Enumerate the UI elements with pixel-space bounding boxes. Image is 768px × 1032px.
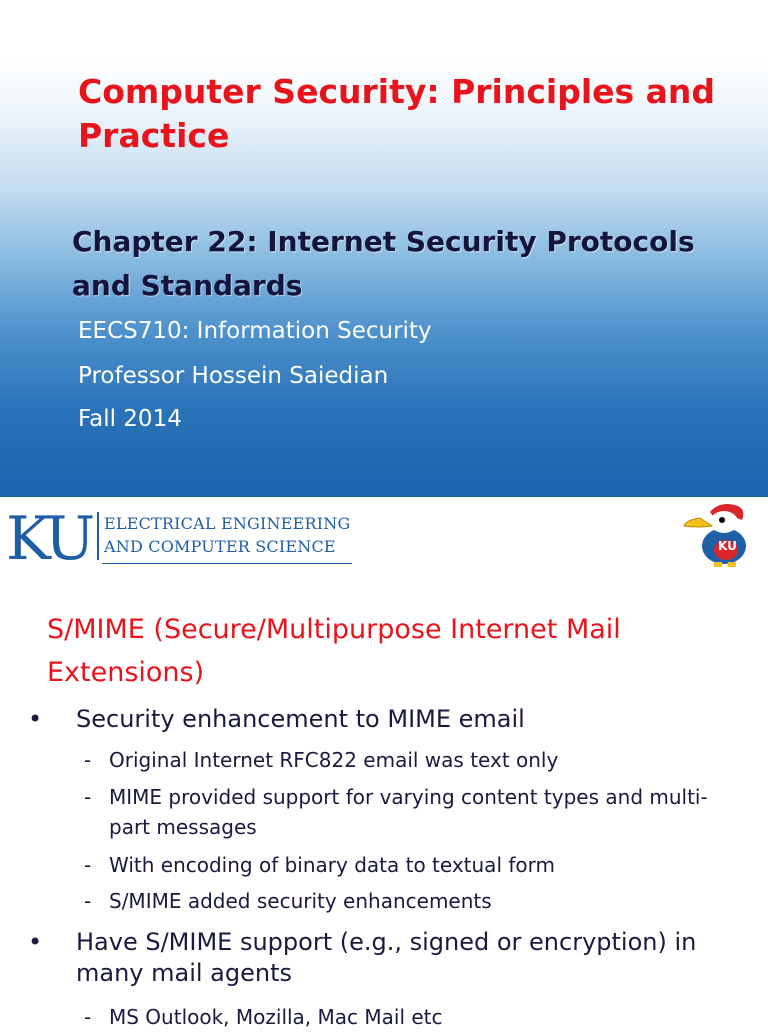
- mascot-eye: [719, 517, 725, 523]
- sub-text: S/MIME added security enhancements: [109, 889, 492, 913]
- professor-name: Professor Hossein Saiedian: [78, 363, 389, 389]
- sub-text: Original Internet RFC822 email was text only: [109, 748, 559, 772]
- dash-glyph: -: [84, 748, 92, 772]
- dept-line-1: ELECTRICAL ENGINEERING: [104, 514, 351, 533]
- bullet-glyph: •: [28, 705, 43, 733]
- jayhawk-mascot-icon: [680, 498, 764, 570]
- course-name: EECS710: Information Security: [78, 318, 432, 344]
- sub-text: MS Outlook, Mozilla, Mac Mail etc: [109, 1005, 443, 1029]
- logo-divider: [97, 512, 99, 560]
- ku-logo: [6, 504, 351, 574]
- bullet-glyph: •: [28, 928, 43, 956]
- dash-glyph: -: [84, 853, 92, 877]
- dept-line-2: AND COMPUTER SCIENCE: [104, 537, 336, 556]
- mascot-foot-left: [714, 562, 722, 567]
- ku-letters: KU: [6, 504, 92, 574]
- sub-text: With encoding of binary data to textual form: [109, 853, 555, 877]
- mascot-ku-text: KU: [718, 539, 737, 553]
- logo-underline: [102, 563, 352, 564]
- sub-text: MIME provided support for varying content types and multi-part messages: [109, 785, 708, 839]
- section-title: S/MIME (Secure/Multipurpose Internet Mail Extensions): [47, 614, 621, 688]
- mascot-foot-right: [728, 562, 736, 567]
- dash-glyph: -: [84, 785, 92, 809]
- dash-glyph: -: [84, 889, 92, 913]
- bullet-text: Security enhancement to MIME email: [76, 705, 525, 733]
- title-slide: [0, 0, 768, 497]
- chapter-heading: Chapter 22: Internet Security Protocols and Standards: [72, 225, 695, 302]
- dash-glyph: -: [84, 1005, 92, 1029]
- bullet-text: Have S/MIME support (e.g., signed or encryption) in many mail agents: [76, 928, 697, 987]
- mascot-beak: [684, 518, 712, 527]
- slide-title: Computer Security: Principles and Practice: [78, 72, 716, 155]
- term: Fall 2014: [78, 406, 182, 432]
